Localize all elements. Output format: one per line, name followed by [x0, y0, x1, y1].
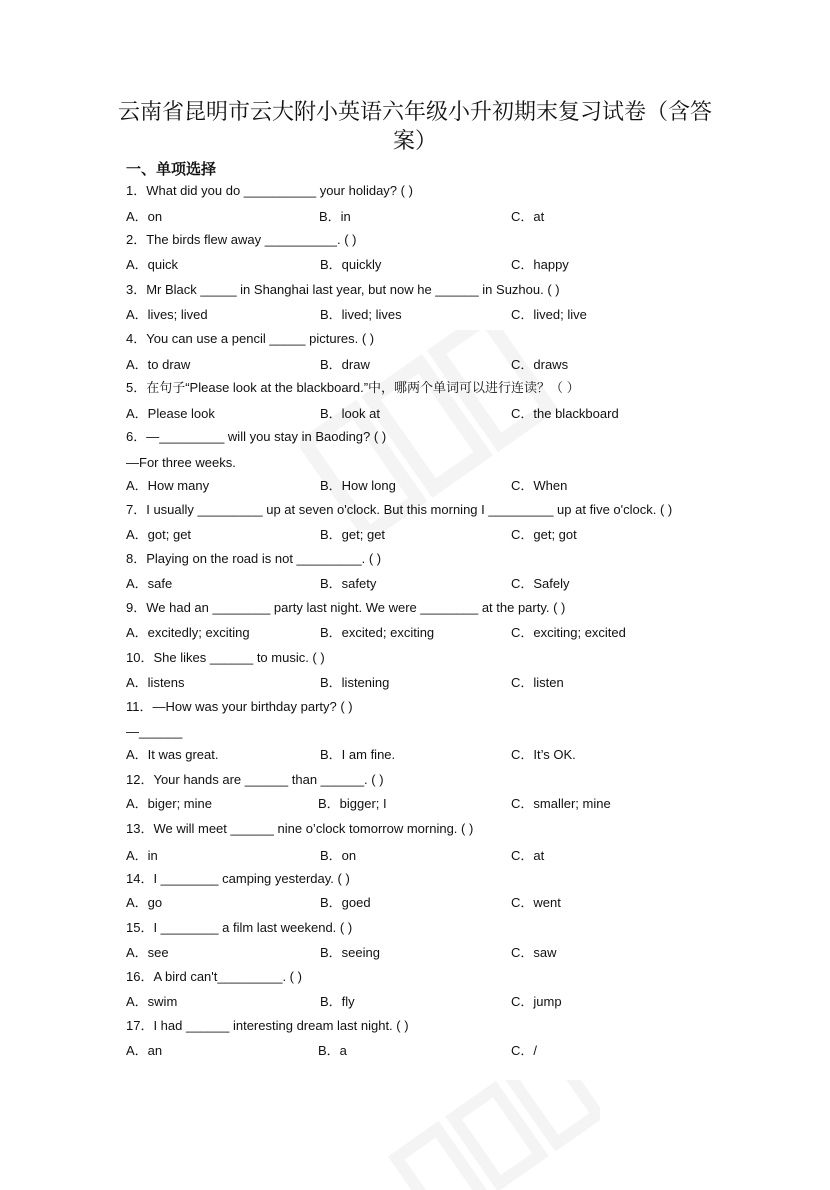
q14-option-a: A．go: [126, 895, 163, 910]
question-17: 17．I had ______ interesting dream last night. ( ): [126, 1018, 409, 1033]
q6-option-b: B．How long: [320, 478, 396, 493]
question-15: 15．I ________ a film last weekend. ( ): [126, 920, 353, 935]
q15-option-c: C．saw: [511, 945, 557, 960]
q6-answer-line: —For three weeks.: [126, 455, 236, 470]
q16-option-c: C．jump: [511, 994, 562, 1009]
q17-option-c: C．/: [511, 1043, 538, 1058]
q11-answer-line: —______: [126, 724, 183, 739]
q15-option-b: B．seeing: [320, 945, 380, 960]
q3-option-c: C．lived; live: [511, 307, 587, 322]
q9-option-c: C．exciting; excited: [511, 625, 626, 640]
q7-option-c: C．get; got: [511, 527, 577, 542]
question-9: 9．We had an ________ party last night. We were ________ at the party. ( ): [126, 600, 566, 615]
q15-option-a: A．see: [126, 945, 169, 960]
question-13: 13．We will meet ______ nine o’clock tomorrow morning. ( ): [126, 821, 474, 836]
q11-option-a: A．It was great.: [126, 747, 219, 762]
question-3: 3．Mr Black _____ in Shanghai last year, but now he ______ in Suzhou. ( ): [126, 282, 560, 297]
q1-option-b: B．in: [319, 209, 351, 224]
q8-option-a: A．safe: [126, 576, 173, 591]
q9-option-b: B．excited; exciting: [320, 625, 435, 640]
q4-option-a: A．to draw: [126, 357, 191, 372]
question-1: 1．What did you do __________ your holiday? ( ): [126, 183, 413, 198]
question-14: 14．I ________ camping yesterday. ( ): [126, 871, 350, 886]
q2-option-b: B．quickly: [320, 257, 382, 272]
title-line-2: 案）: [392, 129, 437, 154]
q16-option-b: B．fly: [320, 994, 355, 1009]
q11-option-b: B．I am fine.: [320, 747, 396, 762]
q12-option-a: A．biger; mine: [126, 796, 212, 811]
q1-option-c: C．at: [511, 209, 545, 224]
q12-option-b: B．bigger; I: [318, 796, 387, 811]
q11-option-c: C．It’s OK.: [511, 747, 576, 762]
question-11: 11．—How was your birthday party? ( ): [126, 699, 353, 714]
q3-option-b: B．lived; lives: [320, 307, 402, 322]
question-16: 16．A bird can't_________. ( ): [126, 969, 302, 984]
question-12: 12．Your hands are ______ than ______. ( ): [126, 772, 384, 787]
q3-option-a: A．lives; lived: [126, 307, 208, 322]
q5-option-a: A．Please look: [126, 406, 215, 421]
q1-option-a: A．on: [126, 209, 163, 224]
q5-option-b: B．look at: [320, 406, 380, 421]
question-10: 10．She likes ______ to music. ( ): [126, 650, 325, 665]
q10-option-b: B．listening: [320, 675, 390, 690]
q9-option-a: A．excitedly; exciting: [126, 625, 250, 640]
q17-option-b: B．a: [318, 1043, 347, 1058]
question-2: 2．The birds flew away __________. ( ): [126, 232, 357, 247]
q17-option-a: A．an: [126, 1043, 163, 1058]
q8-option-c: C．Safely: [511, 576, 570, 591]
question-4: 4．You can use a pencil _____ pictures. ( ): [126, 331, 375, 346]
q7-option-a: A．got; get: [126, 527, 192, 542]
q4-option-c: C．draws: [511, 357, 569, 372]
q14-option-b: B．goed: [320, 895, 371, 910]
title-line-1: 云南省昆明市云大附小英语六年级小升初期末复习试卷（含答: [117, 100, 712, 125]
q13-option-b: B．on: [320, 848, 357, 863]
q5-option-c: C．the blackboard: [511, 406, 619, 421]
q7-option-b: B．get; get: [320, 527, 386, 542]
q13-option-a: A．in: [126, 848, 158, 863]
question-8: 8．Playing on the road is not _________. ( ): [126, 551, 382, 566]
q12-option-c: C．smaller; mine: [511, 796, 611, 811]
q14-option-c: C．went: [511, 895, 561, 910]
q16-option-a: A．swim: [126, 994, 178, 1009]
q6-option-c: C．When: [511, 478, 568, 493]
section-heading: 一、单项选择: [126, 160, 217, 178]
q8-option-b: B．safety: [320, 576, 377, 591]
q10-option-a: A．listens: [126, 675, 185, 690]
q4-option-b: B．draw: [320, 357, 370, 372]
q13-option-c: C．at: [511, 848, 545, 863]
question-6: 6．—_________ will you stay in Baoding? ( ): [126, 429, 387, 444]
q2-option-a: A．quick: [126, 257, 179, 272]
page-title: [110, 98, 720, 156]
question-5: 5．在句子“Please look at the blackboard.”中，哪两个单词可以进行连读？（ ）: [126, 380, 580, 395]
q6-option-a: A．How many: [126, 478, 210, 493]
question-7: 7．I usually _________ up at seven o'clock. But this morning I _________ up at five o'clock. ( ): [126, 502, 673, 517]
q10-option-c: C．listen: [511, 675, 564, 690]
q2-option-c: C．happy: [511, 257, 569, 272]
